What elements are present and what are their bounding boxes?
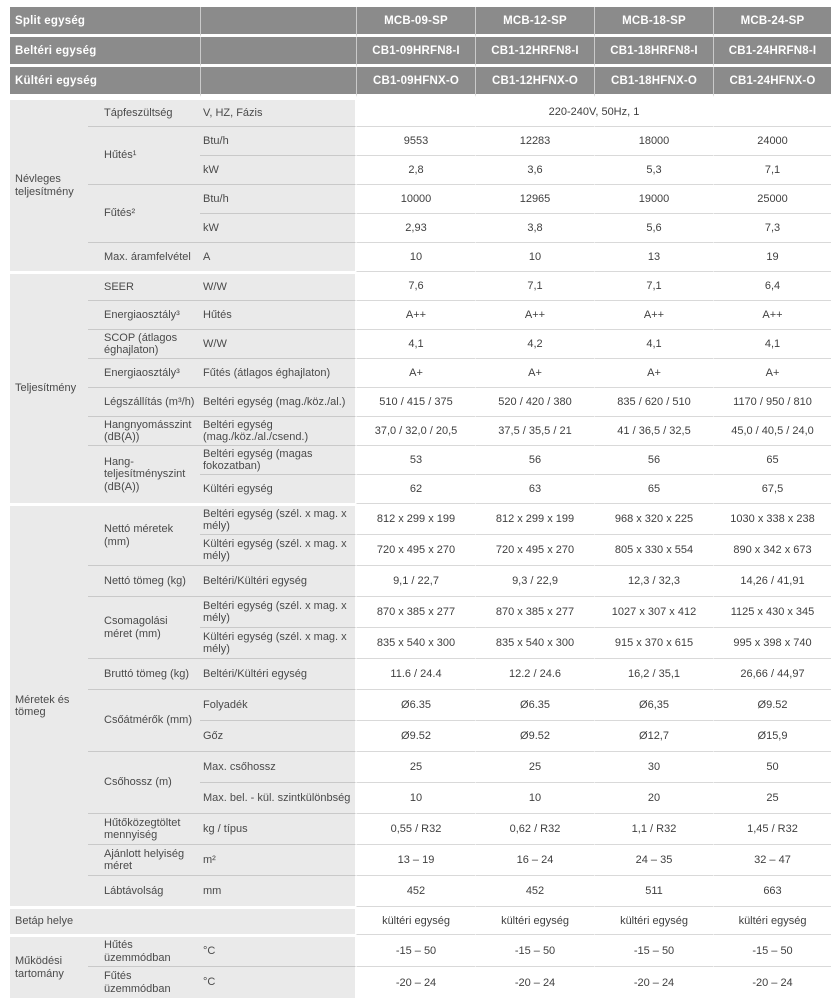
spec-value: 812 x 299 x 199 <box>475 503 594 534</box>
spec-group-label: Tápfeszültség <box>88 97 200 126</box>
spec-group-label: Hűtés¹ <box>88 126 200 184</box>
spec-row-label: mm <box>200 875 356 906</box>
model-name: CB1-09HRFN8-I <box>356 37 475 67</box>
spec-group-label: Bruttó tömeg (kg) <box>88 658 200 689</box>
spec-value: 6,4 <box>713 271 831 300</box>
header-row <box>10 37 831 67</box>
spec-value: 12965 <box>475 184 594 213</box>
spec-value: 10 <box>356 242 475 271</box>
spec-value: 1170 / 950 / 810 <box>713 387 831 416</box>
spec-value: 14,26 / 41,91 <box>713 565 831 596</box>
spec-value: 25 <box>713 782 831 813</box>
spec-row-label: W/W <box>200 271 356 300</box>
spec-value: 9,1 / 22,7 <box>356 565 475 596</box>
spec-row <box>10 184 831 213</box>
spec-value: 0,62 / R32 <box>475 813 594 844</box>
spec-value: 663 <box>713 875 831 906</box>
spec-value: 835 / 620 / 510 <box>594 387 713 416</box>
spec-row <box>10 658 831 689</box>
header-row <box>10 67 831 97</box>
spec-value: 19 <box>713 242 831 271</box>
spec-value: 9,3 / 22,9 <box>475 565 594 596</box>
spec-row-label: Beltéri egység (magas fokozatban) <box>200 445 356 474</box>
spec-value: 12283 <box>475 126 594 155</box>
spec-row <box>10 329 831 358</box>
section-label: Méretek és tömeg <box>10 503 88 906</box>
spec-row-label: Btu/h <box>200 184 356 213</box>
spec-value: 10 <box>475 242 594 271</box>
spec-value: -20 – 24 <box>356 966 475 998</box>
spec-value: -15 – 50 <box>594 934 713 966</box>
spec-value: 5,3 <box>594 155 713 184</box>
spec-value: 25 <box>356 751 475 782</box>
spec-value: 520 / 420 / 380 <box>475 387 594 416</box>
spec-value: 25000 <box>713 184 831 213</box>
spec-row-label: Beltéri egység (szél. x mag. x mély) <box>200 596 356 627</box>
spec-row-label: Beltéri egység (szél. x mag. x mély) <box>200 503 356 534</box>
spec-group-label: Csőhossz (m) <box>88 751 200 813</box>
spec-row <box>10 813 831 844</box>
spec-row-label: Folyadék <box>200 689 356 720</box>
spec-value: Ø15,9 <box>713 720 831 751</box>
spec-row <box>10 934 831 966</box>
spec-value: 19000 <box>594 184 713 213</box>
spec-value: 835 x 540 x 300 <box>356 627 475 658</box>
spec-row-label: Btu/h <box>200 126 356 155</box>
spec-row-label: Beltéri/Kültéri egység <box>200 565 356 596</box>
spec-row <box>10 906 831 934</box>
spec-group-label: Csomagolási méret (mm) <box>88 596 200 658</box>
spec-group-label: Csőátmérők (mm) <box>88 689 200 751</box>
spec-value: 452 <box>356 875 475 906</box>
spec-group-label: Hűtés üzemmódban <box>88 934 200 966</box>
section-label: Teljesítmény <box>10 271 88 503</box>
spec-value: 56 <box>594 445 713 474</box>
spec-value: -20 – 24 <box>475 966 594 998</box>
spec-value: 1030 x 338 x 238 <box>713 503 831 534</box>
spec-group-label: Nettó méretek (mm) <box>88 503 200 565</box>
model-name: CB1-24HFNX-O <box>713 67 831 97</box>
spec-value: Ø6,35 <box>594 689 713 720</box>
spec-value: -15 – 50 <box>475 934 594 966</box>
spec-value: 452 <box>475 875 594 906</box>
spec-value: 7,1 <box>475 271 594 300</box>
spec-row <box>10 966 831 998</box>
spec-value: 720 x 495 x 270 <box>356 534 475 565</box>
spec-row-label: kW <box>200 155 356 184</box>
spec-value: 45,0 / 40,5 / 24,0 <box>713 416 831 445</box>
spec-value: 812 x 299 x 199 <box>356 503 475 534</box>
spec-value: 26,66 / 44,97 <box>713 658 831 689</box>
spec-value: 720 x 495 x 270 <box>475 534 594 565</box>
spec-row <box>10 503 831 534</box>
spec-row <box>10 445 831 474</box>
spec-row-label: kg / típus <box>200 813 356 844</box>
spec-row <box>10 271 831 300</box>
spec-value: 32 – 47 <box>713 844 831 875</box>
header-row <box>10 7 831 37</box>
spec-value: 995 x 398 x 740 <box>713 627 831 658</box>
spec-value: 10000 <box>356 184 475 213</box>
spec-group-label: Hang-teljesítményszint (dB(A)) <box>88 445 200 503</box>
model-name: CB1-12HRFN8-I <box>475 37 594 67</box>
model-name: CB1-12HFNX-O <box>475 67 594 97</box>
spec-value: 4,1 <box>713 329 831 358</box>
spec-row <box>10 126 831 155</box>
spec-value: 65 <box>713 445 831 474</box>
spec-value: A+ <box>594 358 713 387</box>
spec-value: 20 <box>594 782 713 813</box>
spec-value: 7,6 <box>356 271 475 300</box>
header-row-label: Kültéri egység <box>10 67 200 97</box>
spec-row-label: A <box>200 242 356 271</box>
spec-value: 37,0 / 32,0 / 20,5 <box>356 416 475 445</box>
spec-row <box>10 416 831 445</box>
spec-row-label: Kültéri egység <box>200 474 356 503</box>
spec-row-label: m² <box>200 844 356 875</box>
spec-value: 10 <box>475 782 594 813</box>
spec-value: 4,1 <box>594 329 713 358</box>
spec-row <box>10 689 831 720</box>
spec-value: 24000 <box>713 126 831 155</box>
spec-value: A++ <box>713 300 831 329</box>
spec-row <box>10 844 831 875</box>
spec-row-label: kW <box>200 213 356 242</box>
spec-value: kültéri egység <box>594 906 713 934</box>
section-label: Működési tartomány <box>10 934 88 998</box>
spec-value: 62 <box>356 474 475 503</box>
spec-table-body <box>10 7 831 998</box>
spec-value: 13 <box>594 242 713 271</box>
spec-value: 2,8 <box>356 155 475 184</box>
spec-group-label: Lábtávolság <box>88 875 200 906</box>
spec-value: 50 <box>713 751 831 782</box>
spec-value: Ø6.35 <box>356 689 475 720</box>
model-name: CB1-18HRFN8-I <box>594 37 713 67</box>
section-label: Névleges teljesítmény <box>10 97 88 271</box>
spec-row <box>10 596 831 627</box>
spec-value: Ø9.52 <box>356 720 475 751</box>
spec-value: 870 x 385 x 277 <box>475 596 594 627</box>
spec-group-label: Ajánlott helyiség méret <box>88 844 200 875</box>
spec-value: 2,93 <box>356 213 475 242</box>
spec-row-label: °C <box>200 934 356 966</box>
spec-value: A++ <box>356 300 475 329</box>
spec-value: 7,1 <box>594 271 713 300</box>
spec-row-label: V, HZ, Fázis <box>200 97 356 126</box>
spec-value: 56 <box>475 445 594 474</box>
spec-value: 7,3 <box>713 213 831 242</box>
spec-row <box>10 565 831 596</box>
spec-group-label: SCOP (átlagos éghajlaton) <box>88 329 200 358</box>
model-name: MCB-24-SP <box>713 7 831 37</box>
model-name: MCB-18-SP <box>594 7 713 37</box>
header-spacer-cell <box>200 7 356 37</box>
spec-value: -20 – 24 <box>594 966 713 998</box>
spec-value: 12,3 / 32,3 <box>594 565 713 596</box>
spec-value: 0,55 / R32 <box>356 813 475 844</box>
spec-row-label: Kültéri egység (szél. x mag. x mély) <box>200 534 356 565</box>
spec-value: 1125 x 430 x 345 <box>713 596 831 627</box>
model-name: MCB-12-SP <box>475 7 594 37</box>
section-label: Betáp helye <box>10 906 356 934</box>
model-name: CB1-18HFNX-O <box>594 67 713 97</box>
spec-value: 12.2 / 24.6 <box>475 658 594 689</box>
spec-value: 220-240V, 50Hz, 1 <box>356 97 831 126</box>
spec-group-label: Fűtés üzemmódban <box>88 966 200 998</box>
spec-value: A++ <box>475 300 594 329</box>
spec-value: Ø9.52 <box>713 689 831 720</box>
spec-value: 18000 <box>594 126 713 155</box>
spec-value: 3,6 <box>475 155 594 184</box>
spec-value: 11.6 / 24.4 <box>356 658 475 689</box>
spec-value: 63 <box>475 474 594 503</box>
spec-value: -15 – 50 <box>356 934 475 966</box>
spec-value: 10 <box>356 782 475 813</box>
header-spacer-cell <box>200 37 356 67</box>
spec-row <box>10 751 831 782</box>
spec-row-label: Beltéri egység (mag./köz./al./csend.) <box>200 416 356 445</box>
spec-row-label: Max. bel. - kül. szintkülönbség <box>200 782 356 813</box>
spec-value: kültéri egység <box>475 906 594 934</box>
spec-value: 7,1 <box>713 155 831 184</box>
spec-value: Ø12,7 <box>594 720 713 751</box>
spec-group-label: Energiaosztály³ <box>88 358 200 387</box>
spec-value: 3,8 <box>475 213 594 242</box>
spec-row-label: Fűtés (átlagos éghajlaton) <box>200 358 356 387</box>
spec-value: 4,1 <box>356 329 475 358</box>
spec-group-label: Fűtés² <box>88 184 200 242</box>
spec-group-label: SEER <box>88 271 200 300</box>
spec-row <box>10 875 831 906</box>
spec-value: 968 x 320 x 225 <box>594 503 713 534</box>
spec-value: 16 – 24 <box>475 844 594 875</box>
spec-value: 13 – 19 <box>356 844 475 875</box>
spec-row-label: Max. csőhossz <box>200 751 356 782</box>
spec-value: -20 – 24 <box>713 966 831 998</box>
spec-row-label: °C <box>200 966 356 998</box>
spec-value: A+ <box>475 358 594 387</box>
spec-value: Ø9.52 <box>475 720 594 751</box>
spec-value: A+ <box>713 358 831 387</box>
spec-value: 24 – 35 <box>594 844 713 875</box>
spec-value: 41 / 36,5 / 32,5 <box>594 416 713 445</box>
model-name: CB1-09HFNX-O <box>356 67 475 97</box>
spec-value: 1,45 / R32 <box>713 813 831 844</box>
spec-value: kültéri egység <box>356 906 475 934</box>
spec-group-label: Nettó tömeg (kg) <box>88 565 200 596</box>
spec-row-label: Kültéri egység (szél. x mag. x mély) <box>200 627 356 658</box>
spec-value: 30 <box>594 751 713 782</box>
spec-value: 37,5 / 35,5 / 21 <box>475 416 594 445</box>
spec-value: -15 – 50 <box>713 934 831 966</box>
spec-row-label: Gőz <box>200 720 356 751</box>
spec-value: 805 x 330 x 554 <box>594 534 713 565</box>
spec-value: 5,6 <box>594 213 713 242</box>
spec-group-label: Hűtőközegtöltet mennyiség <box>88 813 200 844</box>
spec-value: 4,2 <box>475 329 594 358</box>
spec-value: 67,5 <box>713 474 831 503</box>
spec-value: 1,1 / R32 <box>594 813 713 844</box>
spec-row <box>10 97 831 126</box>
spec-row <box>10 300 831 329</box>
spec-value: 915 x 370 x 615 <box>594 627 713 658</box>
spec-row <box>10 387 831 416</box>
spec-row-label: Beltéri egység (mag./köz./al.) <box>200 387 356 416</box>
spec-value: 16,2 / 35,1 <box>594 658 713 689</box>
spec-value: 835 x 540 x 300 <box>475 627 594 658</box>
spec-value: A++ <box>594 300 713 329</box>
spec-row <box>10 358 831 387</box>
spec-row-label: W/W <box>200 329 356 358</box>
spec-value: 870 x 385 x 277 <box>356 596 475 627</box>
spec-value: A+ <box>356 358 475 387</box>
spec-group-label: Max. áramfelvétel <box>88 242 200 271</box>
spec-value: 25 <box>475 751 594 782</box>
spec-group-label: Hangnyomásszint (dB(A)) <box>88 416 200 445</box>
spec-group-label: Energiaosztály³ <box>88 300 200 329</box>
header-row-label: Split egység <box>10 7 200 37</box>
spec-value: 1027 x 307 x 412 <box>594 596 713 627</box>
model-name: MCB-09-SP <box>356 7 475 37</box>
spec-table <box>10 7 831 998</box>
spec-row <box>10 242 831 271</box>
spec-group-label: Légszállítás (m³/h) <box>88 387 200 416</box>
spec-value: 65 <box>594 474 713 503</box>
spec-value: 511 <box>594 875 713 906</box>
spec-value: 53 <box>356 445 475 474</box>
model-name: CB1-24HRFN8-I <box>713 37 831 67</box>
spec-value: 510 / 415 / 375 <box>356 387 475 416</box>
header-spacer-cell <box>200 67 356 97</box>
spec-value: 9553 <box>356 126 475 155</box>
spec-row-label: Hűtés <box>200 300 356 329</box>
spec-value: 890 x 342 x 673 <box>713 534 831 565</box>
spec-value: Ø6.35 <box>475 689 594 720</box>
header-row-label: Beltéri egység <box>10 37 200 67</box>
spec-row-label: Beltéri/Kültéri egység <box>200 658 356 689</box>
spec-value: kültéri egység <box>713 906 831 934</box>
